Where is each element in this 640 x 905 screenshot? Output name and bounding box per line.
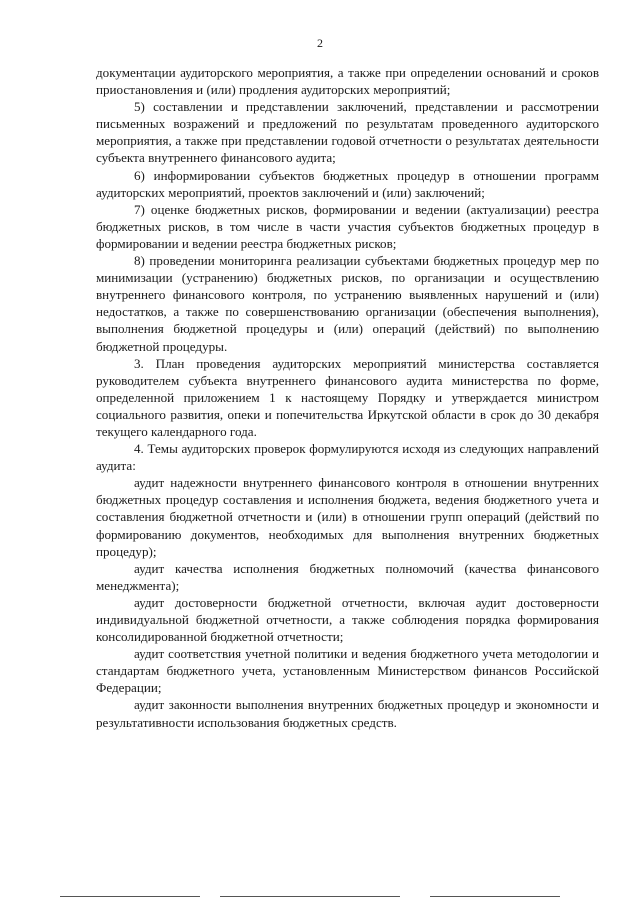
paragraph-clause-4: 4. Темы аудиторских проверок формулируются исходя из следующих направлений аудита:: [96, 441, 599, 474]
paragraph-item-8: 8) проведении мониторинга реализации субъектами бюджетных процедур мер по минимизации (устранению) бюджетных рисков, по организации и осуществлению внутреннего финансового контроля, по устранению выявленных нарушений и (или) недостатков, а также по совершенствованию организации (обеспечения выполнения), выполнения бюджетной процедуры и (или) операций (действий) по выполнению бюджетной процедуры.: [96, 253, 599, 354]
paragraph-audit-compliance: аудит соответствия учетной политики и ведения бюджетного учета методологии и стандартам бюджетного учета, установленным Министерством финансов Российской Федерации;: [96, 646, 599, 696]
page-number: 2: [317, 36, 323, 50]
paragraph-audit-reliability: аудит надежности внутреннего финансового контроля в отношении внутренних бюджетных процедур составления и исполнения бюджета, ведения бюджетного учета и составления бюджетной отчетности и (или) в отношении групп операций (действий по формированию документов, необходимых для выполнения внутренних бюджетных процедур);: [96, 475, 599, 559]
paragraph-item-6: 6) информировании субъектов бюджетных процедур в отношении программ аудиторских мероприятий, проектов заключений и (или) заключений;: [96, 167, 599, 200]
scan-artifact-line: [220, 896, 400, 897]
paragraph-clause-3: 3. План проведения аудиторских мероприятий министерства составляется руководителем субъекта внутреннего финансового аудита министерства по форме, определенной приложением 1 к настоящему Порядку и утверждается министром социального развития, опеки и попечительства Иркутской области в срок до 30 декабря текущего календарного года.: [96, 355, 599, 439]
scan-artifact-line: [60, 896, 200, 897]
paragraph-item-7: 7) оценке бюджетных рисков, формировании и ведении (актуализации) реестра бюджетных рисков, в том числе в части участия субъектов бюджетных процедур в формировании и ведении реестра бюджетных рисков;: [96, 201, 599, 251]
paragraph-audit-quality: аудит качества исполнения бюджетных полномочий (качества финансового менеджмента);: [96, 560, 599, 593]
document-body: [96, 64, 599, 731]
paragraph-item-5: 5) составлении и представлении заключений, представлении и рассмотрении письменных возражений и предложений по результатам проведенного аудиторского мероприятия, а также при представлении годовой отчетности о результатах деятельности субъекта внутреннего финансового аудита;: [96, 99, 599, 166]
paragraph-continuation: документации аудиторского мероприятия, а также при определении оснований и сроков приостановления и (или) продления аудиторских мероприятий;: [96, 65, 599, 98]
paragraph-audit-accuracy: аудит достоверности бюджетной отчетности, включая аудит достоверности индивидуальной бюджетной отчетности, а также соблюдения порядка формирования консолидированной бюджетной отчетности;: [96, 594, 599, 645]
scan-artifact-line: [430, 896, 560, 897]
paragraph-audit-legality: аудит законности выполнения внутренних бюджетных процедур и экономности и результативности использования бюджетных средств.: [96, 697, 599, 730]
